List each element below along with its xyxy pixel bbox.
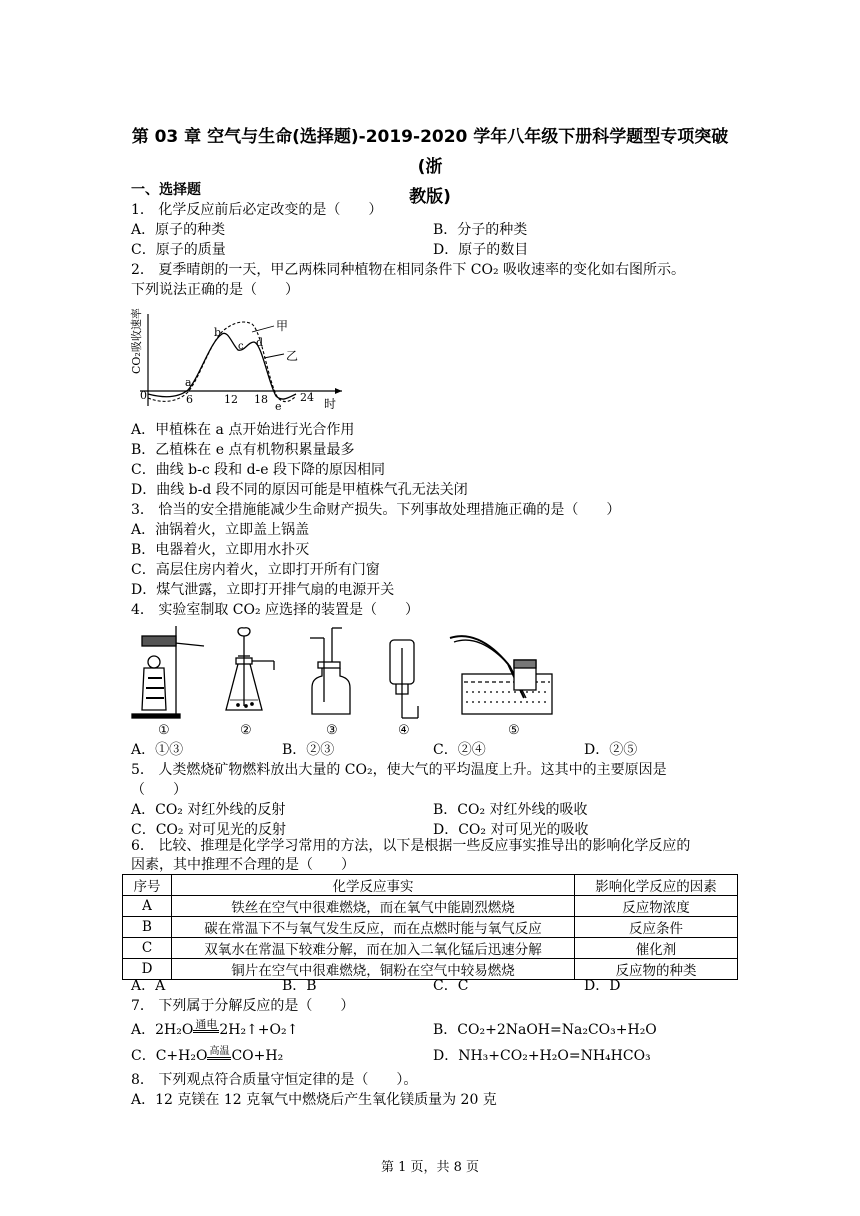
table-cell: C	[123, 938, 172, 959]
table-header-row	[123, 875, 738, 896]
q5-stem-line-1: 5． 人类燃烧矿物燃料放出大量的 CO₂，使大气的平均温度上升。这其中的主要原因是	[131, 762, 667, 778]
table-cell: 催化剂	[575, 938, 738, 959]
table-cell: 反应条件	[575, 917, 738, 938]
table-cell: 反应物的种类	[575, 959, 738, 980]
apparatus-label-4: ④	[398, 723, 410, 736]
q6-stem-line-2: 因素，其中推理不合理的是（ ）	[131, 857, 355, 873]
q1-option-b: B．分子的种类	[433, 222, 528, 238]
q5-option-b: B．CO₂ 对红外线的吸收	[433, 802, 588, 818]
q7-option-d: D．NH₃+CO₂+H₂O=NH₄HCO₃	[433, 1048, 651, 1064]
table-row	[123, 896, 738, 917]
graph-series-yi: 乙	[286, 349, 299, 363]
table-cell: 铁丝在空气中很难燃烧，而在氧气中能剧烈燃烧	[172, 896, 575, 917]
q1-option-a: A．原子的种类	[131, 222, 226, 238]
lab-apparatus-figure	[128, 618, 568, 736]
apparatus-5-water-trough	[450, 636, 552, 714]
table-cell: D	[123, 959, 172, 980]
q8-option-a: A．12 克镁在 12 克氧气中燃烧后产生氧化镁质量为 20 克	[131, 1092, 497, 1108]
q6-option-d: D．D	[584, 978, 621, 994]
q2-option-b: B．乙植株在 e 点有机物积累量最多	[131, 442, 355, 458]
q3-option-a: A．油锅着火，立即盖上锅盖	[131, 522, 310, 538]
table-cell: 双氧水在常温下较难分解，而在加入二氧化锰后迅速分解	[172, 938, 575, 959]
apparatus-label-2: ②	[240, 723, 252, 736]
q6-stem-line-1: 6． 比较、推理是化学学习常用的方法，以下是根据一些反应事实推导出的影响化学反应的	[131, 838, 691, 854]
q7-option-b: B．CO₂+2NaOH=Na₂CO₃+H₂O	[433, 1022, 657, 1038]
q1-option-d: D．原子的数目	[433, 242, 529, 258]
table-row	[123, 959, 738, 980]
q4-option-b: B．②③	[282, 742, 335, 758]
graph-point-c: c	[238, 341, 244, 352]
q7-stem: 7． 下列属于分解反应的是（ ）	[131, 998, 355, 1014]
graph-point-b: b	[214, 326, 222, 339]
q3-option-b: B．电器着火，立即用水扑灭	[131, 542, 310, 558]
q1-stem: 1． 化学反应前后必定改变的是（ ）	[131, 202, 383, 218]
q4-stem: 4． 实验室制取 CO₂ 应选择的装置是（ ）	[131, 602, 420, 618]
co2-absorption-graph	[128, 302, 348, 414]
graph-x-arrow	[335, 388, 342, 394]
q2-option-a: A．甲植株在 a 点开始进行光合作用	[131, 422, 355, 438]
q5-option-c: C．CO₂ 对可见光的反射	[131, 822, 286, 838]
graph-tick-0: 0	[140, 389, 147, 402]
q4-option-a: A．①③	[131, 742, 184, 758]
q2-stem-line-1: 2． 夏季晴朗的一天，甲乙两株同种植物在相同条件下 CO₂ 吸收速率的变化如右图所示。	[131, 262, 686, 278]
graph-y-label: CO₂吸收速率	[130, 308, 143, 374]
q2-stem-line-2: 下列说法正确的是（ ）	[131, 282, 299, 298]
graph-tick-18: 18	[254, 393, 268, 406]
apparatus-1-heating	[132, 626, 204, 718]
q8-stem: 8． 下列观点符合质量守恒定律的是（ ）。	[131, 1072, 418, 1088]
q6-option-a: A．A	[131, 978, 166, 994]
graph-point-e: e	[275, 400, 282, 413]
table-cell: B	[123, 917, 172, 938]
apparatus-label-1: ①	[158, 723, 170, 736]
q7-option-c	[131, 1046, 283, 1066]
q5-option-a: A．CO₂ 对红外线的反射	[131, 802, 286, 818]
apparatus-2-flask	[226, 628, 274, 710]
q4-option-d: D．②⑤	[584, 742, 638, 758]
document-title	[120, 122, 740, 212]
q3-option-c: C．高层住房内着火，立即打开所有门窗	[131, 562, 380, 578]
graph-tick-6: 6	[186, 393, 193, 406]
q3-stem: 3． 恰当的安全措施能减少生命财产损失。下列事故处理措施正确的是（ ）	[131, 502, 621, 518]
q7-option-a	[131, 1020, 298, 1040]
graph-x-label: 时	[324, 397, 337, 411]
apparatus-label-3: ③	[326, 723, 338, 736]
table-row	[123, 917, 738, 938]
q6-option-b: B．B	[282, 978, 317, 994]
graph-series-jia: 甲	[276, 319, 289, 333]
table-cell: A	[123, 896, 172, 917]
q5-stem-line-2: （ ）	[131, 782, 187, 798]
q5-option-d: D．CO₂ 对可见光的吸收	[433, 822, 589, 838]
q3-option-d: D．煤气泄露，立即打开排气扇的电源开关	[131, 582, 395, 598]
apparatus-3-bottle	[310, 628, 350, 714]
graph-point-a: a	[185, 376, 192, 389]
title-line-1: 第 03 章 空气与生命(选择题)-2019-2020 学年八年级下册科学题型专项突破(浙	[131, 127, 729, 177]
curve-yi	[148, 333, 299, 399]
graph-point-d: d	[256, 336, 264, 349]
section-heading: 一、选择题	[131, 182, 201, 198]
header-number: 序号	[123, 875, 172, 896]
table-row	[123, 938, 738, 959]
table-cell: 碳在常温下不与氧气发生反应，而在点燃时能与氧气反应	[172, 917, 575, 938]
q4-option-c: C．②④	[433, 742, 486, 758]
page-footer: 第 1 页，共 8 页	[380, 1160, 480, 1175]
q1-option-c: C．原子的质量	[131, 242, 226, 258]
q7-c-products: CO+H₂	[231, 1048, 284, 1064]
title-line-2: 教版)	[409, 187, 451, 207]
header-factor: 影响化学反应的因素	[575, 875, 738, 896]
apparatus-4-inverted-bottle	[390, 640, 418, 718]
table-cell: 反应物浓度	[575, 896, 738, 917]
graph-tick-12: 12	[224, 393, 238, 406]
reaction-facts-table	[122, 874, 738, 980]
apparatus-label-5: ⑤	[508, 723, 520, 736]
q7-a-products: 2H₂↑+O₂↑	[219, 1022, 299, 1038]
graph-tick-24: 24	[300, 391, 314, 404]
q7-a-condition: 通电	[195, 1018, 218, 1031]
q2-option-d: D．曲线 b-d 段不同的原因可能是甲植株气孔无法关闭	[131, 482, 468, 498]
q7-a-reactants: A．2H₂O	[131, 1022, 194, 1038]
header-fact: 化学反应事实	[172, 875, 575, 896]
q2-option-c: C．曲线 b-c 段和 d-e 段下降的原因相同	[131, 462, 386, 478]
q6-option-c: C．C	[433, 978, 469, 994]
q7-c-condition: 高温	[207, 1047, 231, 1060]
q7-c-reactants: C．C+H₂O	[131, 1048, 208, 1064]
table-cell: 铜片在空气中很难燃烧，铜粉在空气中较易燃烧	[172, 959, 575, 980]
